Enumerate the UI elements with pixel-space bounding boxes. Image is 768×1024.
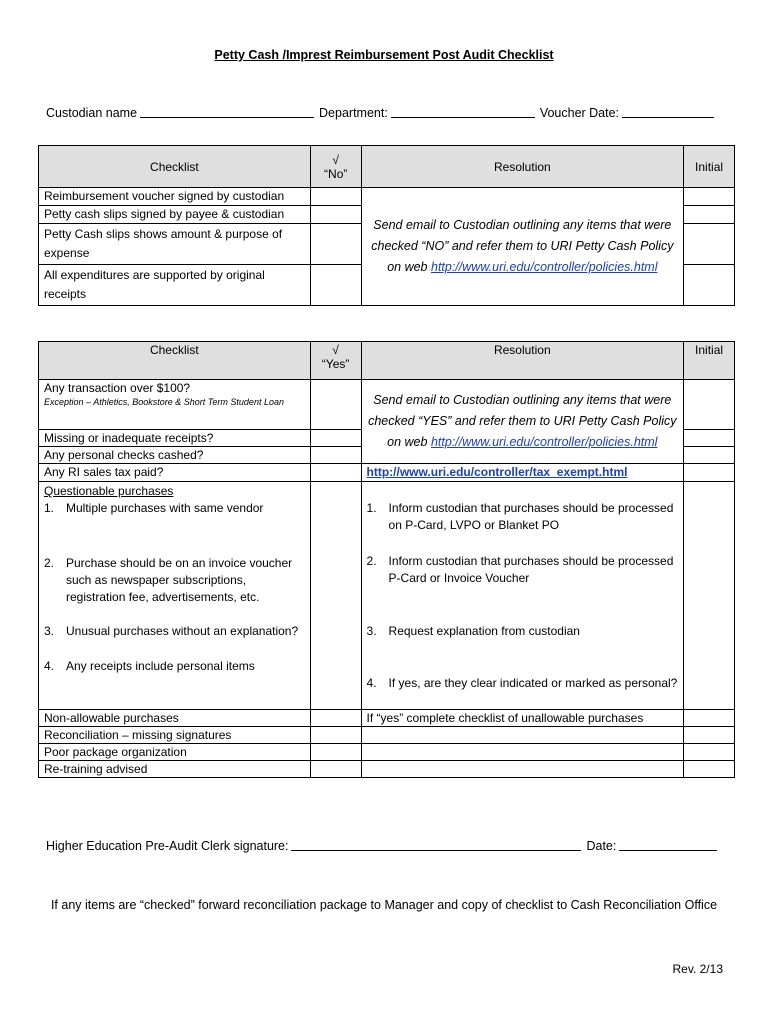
check-symbol: √ — [332, 152, 339, 167]
questionable-heading: Questionable purchases — [44, 484, 174, 498]
revision-label: Rev. 2/13 — [672, 962, 723, 976]
header-yes: “Yes” — [321, 357, 350, 371]
questionable-purchases-cell — [39, 482, 311, 710]
tax-link-cell — [361, 464, 684, 482]
question-item: 3. Unusual purchases without an explanation? — [44, 624, 299, 638]
questionable-resolution-cell — [361, 482, 684, 710]
signature-date-field[interactable] — [619, 838, 717, 851]
initial-cell[interactable] — [684, 710, 735, 727]
clerk-signature-label: Higher Education Pre-Audit Clerk signature: — [46, 839, 289, 853]
checklist-item: Re-training advised — [39, 761, 311, 778]
header-no: “No” — [324, 166, 348, 181]
policy-link[interactable]: http://www.uri.edu/controller/policies.html — [431, 260, 658, 274]
checklist-item: Petty cash slips signed by payee & custodian — [39, 206, 311, 224]
resolution-text: Send email to Custodian outlining any items that were checked “YES” and refer them to URI Petty Cash Policy on web — [368, 393, 677, 449]
signature-date-label: Date: — [586, 839, 617, 853]
resolution-cell — [361, 188, 683, 306]
no-checkbox-cell[interactable] — [310, 265, 361, 306]
question-item: 1. Multiple purchases with same vendor — [44, 501, 264, 515]
no-checkbox-cell[interactable] — [310, 206, 361, 224]
no-checklist-table — [38, 145, 735, 306]
check-symbol: √ — [332, 343, 339, 357]
initial-cell[interactable] — [684, 727, 735, 744]
checklist-item: All expenditures are supported by original receipts — [39, 265, 311, 306]
initial-cell[interactable] — [684, 188, 735, 206]
header-checklist: Checklist — [39, 146, 311, 188]
initial-cell[interactable] — [684, 206, 735, 224]
resolution-cell — [361, 744, 684, 761]
resolution-item: 3. Request explanation from custodian — [366, 624, 580, 638]
footer-note: If any items are “checked” forward reconciliation package to Manager and copy of checklist to Cash Reconciliation Office — [50, 898, 718, 912]
page-title: Petty Cash /Imprest Reimbursement Post Audit Checklist — [214, 48, 554, 62]
header-initial: Initial — [684, 146, 735, 188]
checklist-item: Any RI sales tax paid? — [39, 464, 311, 482]
over100-text: Any transaction over $100? — [44, 381, 191, 395]
yes-checkbox-cell[interactable] — [310, 727, 361, 744]
yes-checkbox-cell[interactable] — [310, 380, 361, 430]
yes-checkbox-cell[interactable] — [310, 710, 361, 727]
resolution-cell — [361, 761, 684, 778]
checklist-item: Missing or inadequate receipts? — [39, 430, 311, 447]
yes-checkbox-cell[interactable] — [310, 464, 361, 482]
initial-cell[interactable] — [684, 447, 735, 464]
checklist-item: Petty Cash slips shows amount & purpose of expense — [39, 224, 311, 265]
question-item: 4. Any receipts include personal items — [44, 659, 255, 673]
custodian-name-field[interactable] — [140, 105, 314, 118]
exception-note: Exception – Athletics, Bookstore & Short Term Student Loan — [44, 397, 284, 407]
initial-cell[interactable] — [684, 265, 735, 306]
clerk-signature-field[interactable] — [291, 838, 581, 851]
initial-cell[interactable] — [684, 224, 735, 265]
resolution-item: 1. Inform custodian that purchases should be processed on P-Card, LVPO or Blanket PO — [366, 501, 674, 532]
signature-line — [46, 838, 726, 853]
voucher-date-field[interactable] — [622, 105, 714, 118]
resolution-cell — [361, 727, 684, 744]
header-resolution: Resolution — [361, 342, 684, 380]
initial-cell[interactable] — [684, 482, 735, 710]
yes-checkbox-cell[interactable] — [310, 482, 361, 710]
header-checklist: Checklist — [39, 342, 311, 380]
no-checkbox-cell[interactable] — [310, 224, 361, 265]
initial-cell[interactable] — [684, 744, 735, 761]
checklist-item-over100 — [39, 380, 311, 430]
resolution-item: 4. If yes, are they clear indicated or marked as personal? — [366, 676, 678, 690]
checklist-item: Reconciliation – missing signatures — [39, 727, 311, 744]
yes-checkbox-cell[interactable] — [310, 430, 361, 447]
question-item: 2. Purchase should be on an invoice voucher such as newspaper subscriptions, registration fee, advertisements, etc. — [44, 556, 293, 604]
initial-cell[interactable] — [684, 761, 735, 778]
no-checkbox-cell[interactable] — [310, 188, 361, 206]
voucher-date-label: Voucher Date: — [539, 106, 620, 120]
resolution-item: 2. Inform custodian that purchases should be processed P-Card or Invoice Voucher — [366, 554, 674, 585]
department-label: Department: — [319, 106, 388, 120]
resolution-text: Send email to Custodian outlining any items that were checked “NO” and refer them to URI Petty Cash Policy on web — [371, 218, 674, 274]
header-mark — [310, 342, 361, 380]
header-fields — [46, 105, 726, 120]
header-mark — [310, 146, 361, 188]
yes-checkbox-cell[interactable] — [310, 744, 361, 761]
policy-link[interactable]: http://www.uri.edu/controller/policies.html — [430, 435, 658, 449]
header-resolution: Resolution — [361, 146, 683, 188]
checklist-item: Reimbursement voucher signed by custodian — [39, 188, 311, 206]
initial-cell[interactable] — [684, 430, 735, 447]
header-initial: Initial — [684, 342, 735, 380]
yes-checklist-table — [38, 341, 735, 778]
checklist-item: Any personal checks cashed? — [39, 447, 311, 464]
tax-exempt-link[interactable]: http://www.uri.edu/controller/tax_exempt.html — [366, 465, 628, 479]
initial-cell[interactable] — [684, 464, 735, 482]
yes-checkbox-cell[interactable] — [310, 447, 361, 464]
resolution-cell — [361, 380, 684, 464]
initial-cell[interactable] — [684, 380, 735, 430]
department-field[interactable] — [391, 105, 535, 118]
custodian-label: Custodian name — [46, 106, 138, 120]
checklist-item: Poor package organization — [39, 744, 311, 761]
checklist-item: Non-allowable purchases — [39, 710, 311, 727]
yes-checkbox-cell[interactable] — [310, 761, 361, 778]
resolution-cell: If “yes” complete checklist of unallowable purchases — [361, 710, 684, 727]
